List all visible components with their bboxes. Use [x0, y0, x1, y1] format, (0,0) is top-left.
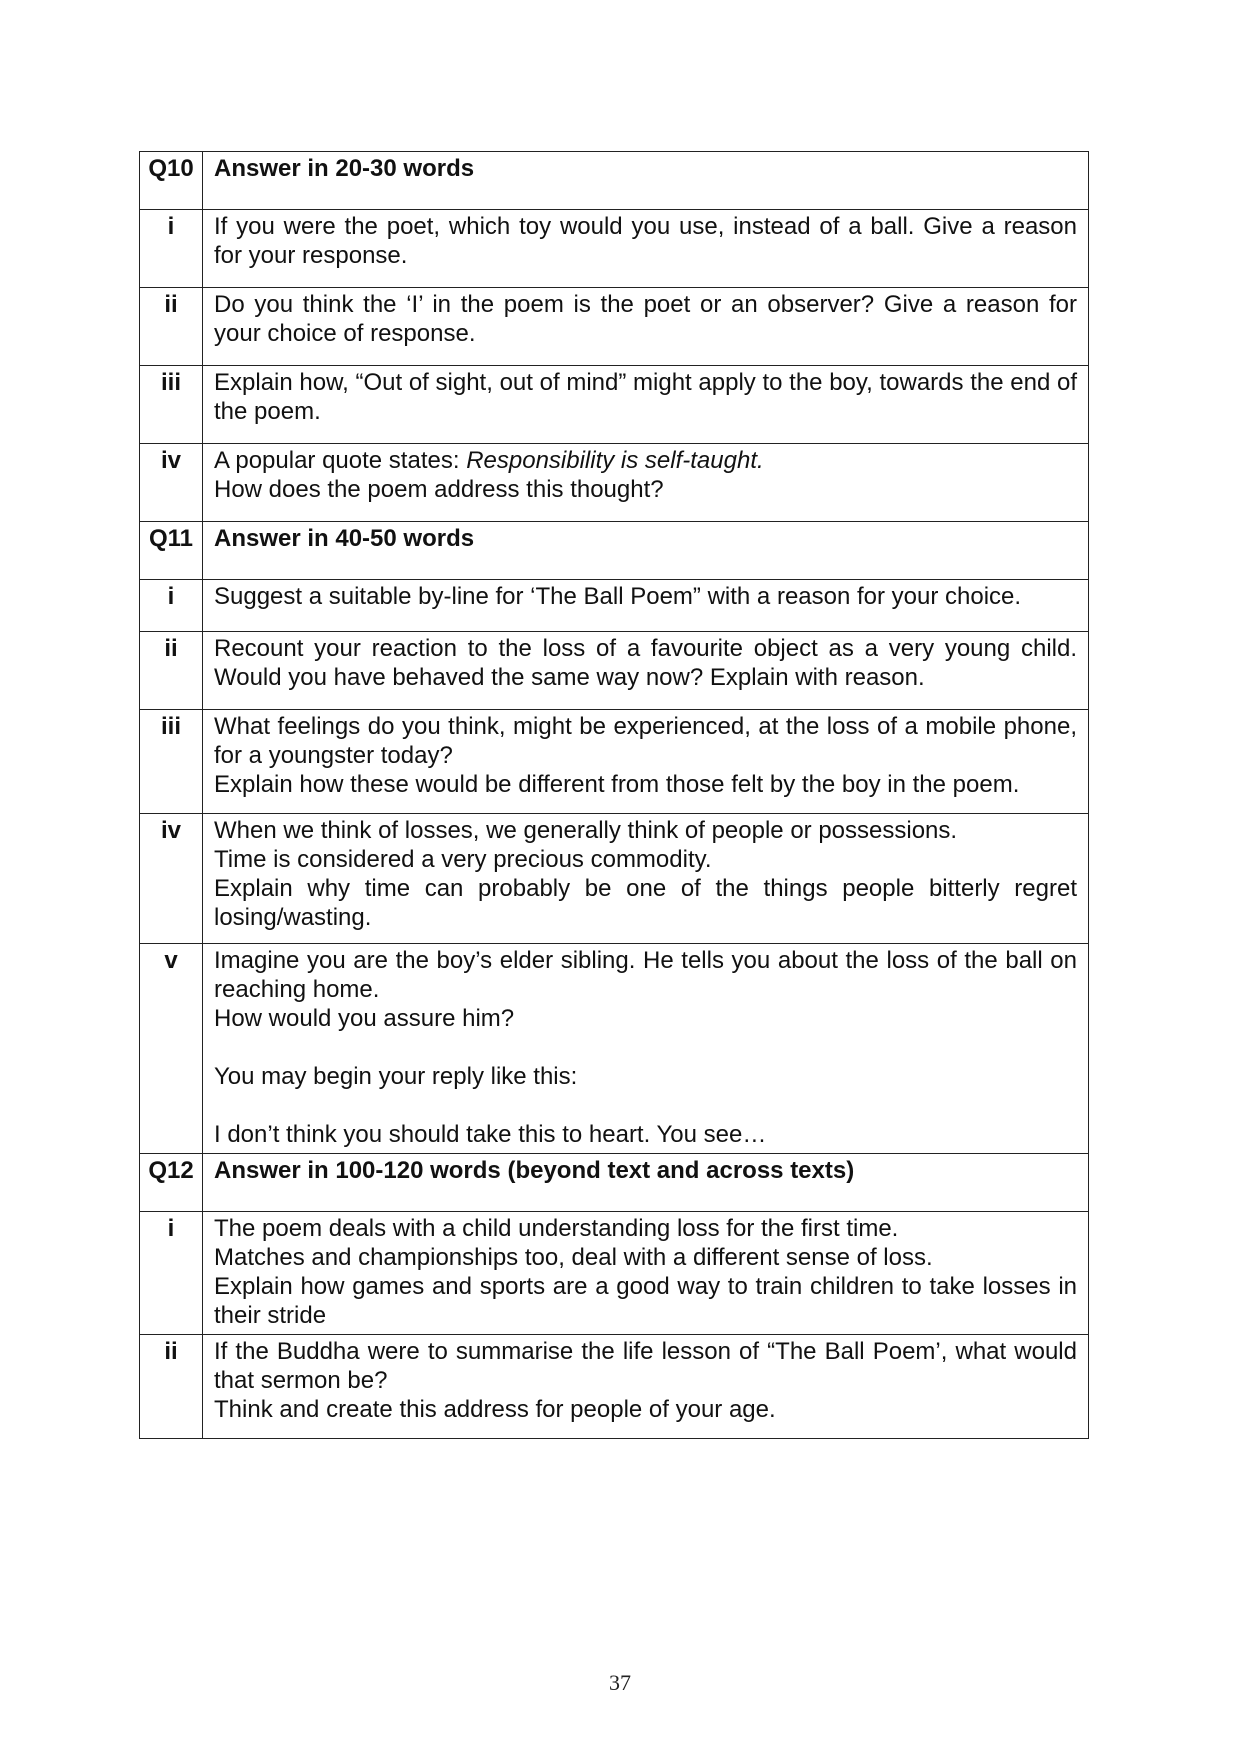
- sub-question-number: i: [140, 210, 203, 288]
- question-line: How would you assure him?: [214, 1005, 515, 1032]
- question-header-row: [140, 152, 1089, 210]
- sub-question-number: iv: [140, 814, 203, 944]
- question-row: [140, 944, 1089, 1154]
- sub-question-number: iv: [140, 444, 203, 522]
- question-line: You may begin your reply like this:: [214, 1063, 578, 1090]
- question-line: Imagine you are the boy’s elder sibling. He tells you about the loss of the ball on reaching home.: [214, 947, 1077, 1003]
- question-row: [140, 210, 1089, 288]
- question-text: [203, 1212, 1089, 1335]
- page-number: 37: [609, 1670, 631, 1695]
- question-table: [139, 151, 1089, 1439]
- question-line: Answer in 40-50 words: [214, 525, 475, 552]
- question-row: [140, 580, 1089, 632]
- question-line: What feelings do you think, might be experienced, at the loss of a mobile phone, for a youngster today?: [214, 713, 1077, 769]
- sub-question-number: i: [140, 580, 203, 632]
- quoted-phrase: Responsibility is self-taught.: [466, 447, 764, 474]
- question-row: [140, 814, 1089, 944]
- question-number: Q12: [140, 1154, 203, 1212]
- question-line: Explain why time can probably be one of the things people bitterly regret losing/wasting.: [214, 875, 1077, 931]
- question-text: [203, 366, 1089, 444]
- question-line: I don’t think you should take this to heart. You see…: [214, 1121, 767, 1148]
- sub-question-number: iii: [140, 710, 203, 814]
- question-row: [140, 1212, 1089, 1335]
- question-line: If the Buddha were to summarise the life lesson of “The Ball Poem’, what would that sermon be?: [214, 1338, 1077, 1394]
- question-row: [140, 444, 1089, 522]
- blank-line: [214, 1033, 1077, 1062]
- question-number: Q10: [140, 152, 203, 210]
- question-table-body: [140, 152, 1089, 1439]
- question-text: [203, 1335, 1089, 1439]
- question-line: The poem deals with a child understanding loss for the first time.: [214, 1215, 899, 1242]
- question-row: [140, 366, 1089, 444]
- question-line: Explain how, “Out of sight, out of mind” might apply to the boy, towards the end of the poem.: [214, 369, 1077, 425]
- question-text: [203, 814, 1089, 944]
- question-text: [203, 210, 1089, 288]
- blank-line: [214, 1091, 1077, 1120]
- question-text: [203, 710, 1089, 814]
- sub-question-number: iii: [140, 366, 203, 444]
- question-text: [203, 944, 1089, 1154]
- sub-question-number: ii: [140, 632, 203, 710]
- sub-question-number: v: [140, 944, 203, 1154]
- question-line: Answer in 100-120 words (beyond text and across texts): [214, 1157, 855, 1184]
- question-line: [214, 446, 1077, 475]
- question-line: When we think of losses, we generally think of people or possessions.: [214, 817, 958, 844]
- sub-question-number: ii: [140, 1335, 203, 1439]
- sub-question-number: ii: [140, 288, 203, 366]
- question-instruction: [203, 1154, 1089, 1212]
- question-row: [140, 632, 1089, 710]
- question-line: Explain how games and sports are a good way to train children to take losses in their stride: [214, 1273, 1077, 1329]
- question-line: Explain how these would be different from those felt by the boy in the poem.: [214, 771, 1020, 798]
- question-line-text: A popular quote states:: [214, 447, 467, 474]
- question-header-row: [140, 1154, 1089, 1212]
- question-header-row: [140, 522, 1089, 580]
- question-text: [203, 288, 1089, 366]
- question-text: [203, 444, 1089, 522]
- question-line: Recount your reaction to the loss of a favourite object as a very young child. Would you have behaved the same way now? Explain with reason.: [214, 635, 1077, 691]
- question-line: How does the poem address this thought?: [214, 476, 664, 503]
- question-number: Q11: [140, 522, 203, 580]
- sub-question-number: i: [140, 1212, 203, 1335]
- question-row: [140, 710, 1089, 814]
- question-line: Answer in 20-30 words: [214, 155, 475, 182]
- question-text: [203, 580, 1089, 632]
- question-line: Suggest a suitable by-line for ‘The Ball Poem” with a reason for your choice.: [214, 583, 1022, 610]
- question-line: Think and create this address for people of your age.: [214, 1396, 776, 1423]
- question-line: Time is considered a very precious commodity.: [214, 846, 712, 873]
- question-instruction: [203, 152, 1089, 210]
- question-line: Do you think the ‘I’ in the poem is the poet or an observer? Give a reason for your choice of response.: [214, 291, 1077, 347]
- question-line: Matches and championships too, deal with a different sense of loss.: [214, 1244, 933, 1271]
- question-instruction: [203, 522, 1089, 580]
- question-row: [140, 288, 1089, 366]
- question-text: [203, 632, 1089, 710]
- question-row: [140, 1335, 1089, 1439]
- question-line: If you were the poet, which toy would you use, instead of a ball. Give a reason for your response.: [214, 213, 1077, 269]
